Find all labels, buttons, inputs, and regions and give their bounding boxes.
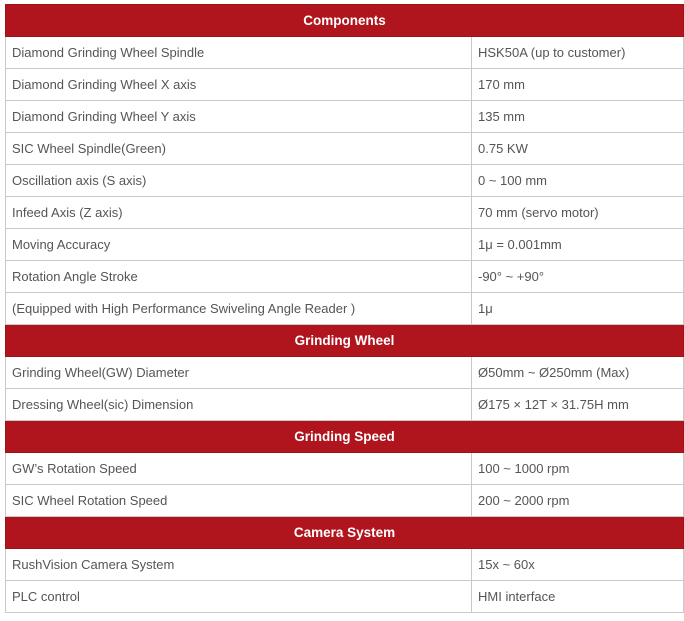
section-header-row <box>6 325 684 357</box>
table-row <box>6 101 684 133</box>
row-value: 1μ = 0.001mm <box>472 229 684 261</box>
row-value: 15x ~ 60x <box>472 549 684 581</box>
row-label: Diamond Grinding Wheel Y axis <box>6 101 472 133</box>
row-value: HSK50A (up to customer) <box>472 37 684 69</box>
row-label: Infeed Axis (Z axis) <box>6 197 472 229</box>
spec-table <box>5 4 684 613</box>
row-label: Dressing Wheel(sic) Dimension <box>6 389 472 421</box>
row-label: RushVision Camera System <box>6 549 472 581</box>
section-title-components: Components <box>6 5 684 37</box>
table-row <box>6 389 684 421</box>
table-row <box>6 197 684 229</box>
row-value: 0 ~ 100 mm <box>472 165 684 197</box>
table-row <box>6 229 684 261</box>
table-row <box>6 485 684 517</box>
section-header-row <box>6 5 684 37</box>
table-row <box>6 37 684 69</box>
row-label: Rotation Angle Stroke <box>6 261 472 293</box>
row-label: SIC Wheel Spindle(Green) <box>6 133 472 165</box>
section-header-row <box>6 421 684 453</box>
row-value: HMI interface <box>472 581 684 613</box>
row-value: 135 mm <box>472 101 684 133</box>
row-label: PLC control <box>6 581 472 613</box>
row-label: Oscillation axis (S axis) <box>6 165 472 197</box>
row-value: 70 mm (servo motor) <box>472 197 684 229</box>
table-row <box>6 293 684 325</box>
row-value: -90° ~ +90° <box>472 261 684 293</box>
row-value: 1μ <box>472 293 684 325</box>
row-label: SIC Wheel Rotation Speed <box>6 485 472 517</box>
row-value: 200 ~ 2000 rpm <box>472 485 684 517</box>
row-label: Moving Accuracy <box>6 229 472 261</box>
row-label: Diamond Grinding Wheel X axis <box>6 69 472 101</box>
table-row <box>6 69 684 101</box>
table-row <box>6 165 684 197</box>
table-row <box>6 549 684 581</box>
table-row <box>6 357 684 389</box>
table-row <box>6 261 684 293</box>
row-label: Diamond Grinding Wheel Spindle <box>6 37 472 69</box>
section-title-camera-system: Camera System <box>6 517 684 549</box>
row-value: 100 ~ 1000 rpm <box>472 453 684 485</box>
row-value: 0.75 KW <box>472 133 684 165</box>
section-title-grinding-speed: Grinding Speed <box>6 421 684 453</box>
row-value: Ø50mm ~ Ø250mm (Max) <box>472 357 684 389</box>
table-row <box>6 133 684 165</box>
row-value: Ø175 × 12T × 31.75H mm <box>472 389 684 421</box>
row-value: 170 mm <box>472 69 684 101</box>
table-row <box>6 453 684 485</box>
row-label: GW’s Rotation Speed <box>6 453 472 485</box>
section-title-grinding-wheel: Grinding Wheel <box>6 325 684 357</box>
row-label: Grinding Wheel(GW) Diameter <box>6 357 472 389</box>
table-row <box>6 581 684 613</box>
section-header-row <box>6 517 684 549</box>
row-label: (Equipped with High Performance Swiveling Angle Reader ) <box>6 293 472 325</box>
